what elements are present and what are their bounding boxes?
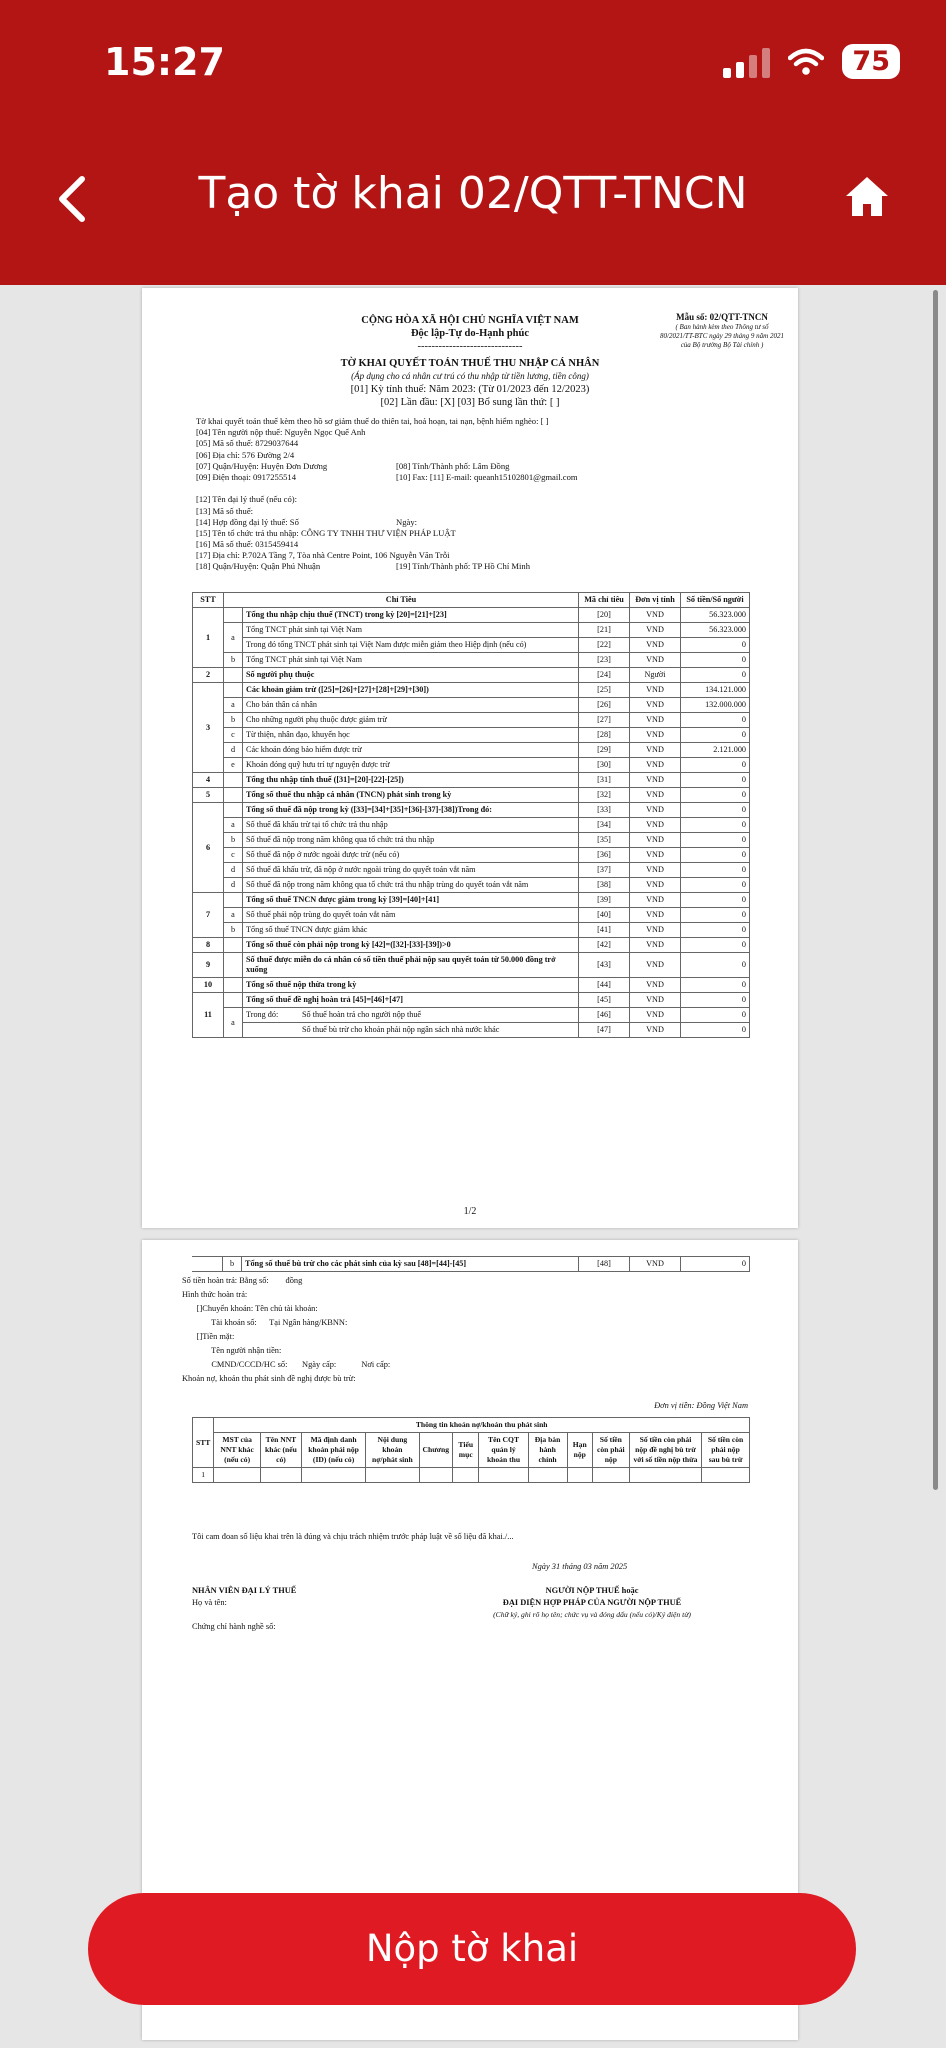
row-value: 0 <box>681 788 750 803</box>
row-code: [35] <box>579 833 630 848</box>
table-row <box>193 728 750 743</box>
row-code: [20] <box>579 608 630 623</box>
row-code: [42] <box>579 938 630 953</box>
tax-period: [01] Kỳ tính thuế: Năm 2023: (Từ 01/2023 đến 12/2023) <box>350 384 590 395</box>
row-value: 0 <box>681 993 750 1008</box>
row-sub: b <box>224 923 243 938</box>
col-chi-tieu: Chỉ Tiêu <box>224 593 579 608</box>
row-unit: VND <box>630 788 681 803</box>
form-note: ( Ban hành kèm theo Thông tư số 80/2021/TT-BTC ngày 29 tháng 9 năm 2021 của Bộ trưởng Bộ Tài chính ) <box>660 323 784 349</box>
row-sub <box>224 893 243 908</box>
row-label: Tổng số thuế TNCN được giảm trong kỳ [39]=[40]+[41] <box>243 893 579 908</box>
row-label: Tổng số thuế bù trừ cho các phát sinh của kỳ sau [48]=[44]-[45] <box>242 1257 579 1272</box>
form-page-1 <box>142 288 798 1228</box>
table-row <box>193 1023 750 1038</box>
row-sub <box>224 953 243 978</box>
signer-note: (Chữ ký, ghi rõ họ tên; chức vụ và đóng dấu (nếu có)/Ký điện tử) <box>493 1610 691 1619</box>
row-sub <box>224 993 243 1008</box>
row-value: 0 <box>681 893 750 908</box>
row-unit: VND <box>630 833 681 848</box>
row-label: Số thuế được miễn do cá nhân có số tiền thuế phải nộp sau quyết toán từ 50.000 đồng trở xuống <box>243 953 579 978</box>
info-line <box>196 494 549 505</box>
battery-indicator: 75 <box>842 44 900 79</box>
row-sub: b <box>223 1257 242 1272</box>
signer-title-1: NGƯỜI NỘP THUẾ hoặc <box>545 1586 639 1595</box>
debt-cell <box>214 1468 261 1483</box>
signal-icon <box>723 46 770 78</box>
page-number: 1/2 <box>463 1206 477 1217</box>
table-row <box>193 908 750 923</box>
row-unit: VND <box>630 773 681 788</box>
row-code: [45] <box>579 993 630 1008</box>
filing-type: [02] Lần đầu: [X] [03] Bổ sung lần thứ: [ ] <box>380 397 560 408</box>
row-sub <box>224 668 243 683</box>
row-label <box>243 1008 579 1023</box>
table-row <box>193 993 750 1008</box>
row-unit: VND <box>630 938 681 953</box>
info-label: [15] Tên tổ chức trả thu nhập: CÔNG TY TNHH THƯ VIỆN PHÁP LUẬT <box>196 527 456 538</box>
debt-col-header: Số tiền còn phải nộp <box>592 1433 629 1468</box>
row-code: [43] <box>579 953 630 978</box>
sign-date: Ngày 31 tháng 03 năm 2025 <box>532 1562 628 1571</box>
debt-col-header: Hạn nộp <box>567 1433 592 1468</box>
document-viewer[interactable] <box>0 285 946 2048</box>
row-sub <box>224 683 243 698</box>
tax-table-cont <box>192 1256 750 1272</box>
debt-cell <box>260 1468 301 1483</box>
row-code: [24] <box>579 668 630 683</box>
row-label: Số thuế đã khấu trừ tại tổ chức trả thu nhập <box>243 818 579 833</box>
row-label: Khoản đóng quỹ hưu trí tự nguyện được trừ <box>243 758 579 773</box>
row-unit: VND <box>630 683 681 698</box>
table-row <box>193 623 750 638</box>
row-code: [26] <box>579 698 630 713</box>
debt-cell <box>366 1468 419 1483</box>
table-row <box>193 668 750 683</box>
row-value: 0 <box>681 758 750 773</box>
refund-line: []Tiền mặt: <box>182 1332 235 1341</box>
table-row <box>193 788 750 803</box>
row-stt: 6 <box>193 803 224 893</box>
row-value: 0 <box>681 938 750 953</box>
row-code: [25] <box>579 683 630 698</box>
row-label: Tổng thu nhập tính thuế ([31]=[20]-[22]-[25]) <box>243 773 579 788</box>
table-row <box>193 743 750 758</box>
table-row <box>193 608 750 623</box>
row-sub <box>224 803 243 818</box>
info-label: [18] Quận/Huyện: Quận Phú Nhuận <box>196 561 321 572</box>
row-value: 0 <box>681 1257 750 1272</box>
info-line <box>196 539 549 550</box>
info-right: [19] Tỉnh/Thành phố: TP Hồ Chí Minh <box>396 561 530 572</box>
row-sub: d <box>224 743 243 758</box>
wifi-icon <box>788 48 824 76</box>
debt-col-header: Tên CQT quản lý khoản thu <box>479 1433 528 1468</box>
table-row <box>193 1008 750 1023</box>
row-unit: VND <box>630 803 681 818</box>
currency-unit: Đơn vị tiền: Đồng Việt Nam <box>654 1401 748 1410</box>
col-stt: STT <box>193 593 224 608</box>
debt-cell <box>592 1468 629 1483</box>
form-number: Mẫu số: 02/QTT-TNCN <box>676 312 768 322</box>
row-label: Tổng thu nhập chịu thuế (TNCT) trong kỳ [20]=[21]+[23] <box>243 608 579 623</box>
form-number-box <box>658 312 786 350</box>
refund-line: []Chuyển khoản: Tên chủ tài khoản: <box>182 1304 318 1313</box>
row-value: 132.000.000 <box>681 698 750 713</box>
row-unit: VND <box>630 818 681 833</box>
row-sub: b <box>224 833 243 848</box>
row-label: Tổng số thuế đề nghị hoàn trả [45]=[46]+[47] <box>243 993 579 1008</box>
row-unit: VND <box>630 908 681 923</box>
row-code: [36] <box>579 848 630 863</box>
debt-table-title: Thông tin khoản nợ/khoản thu phát sinh <box>214 1418 750 1433</box>
row-code: [44] <box>579 978 630 993</box>
row-code: [37] <box>579 863 630 878</box>
row-unit: VND <box>630 743 681 758</box>
debt-cell <box>702 1468 750 1483</box>
row-value: 0 <box>681 953 750 978</box>
info-label: [17] Địa chỉ: P.702A Tầng 7, Tòa nhà Centre Point, 106 Nguyễn Văn Trỗi <box>196 550 450 561</box>
row-value: 0 <box>681 668 750 683</box>
row-label: Số thuế đã nộp trong năm không qua tổ chức trả thu nhập trùng do quyết toán vắt năm <box>243 878 579 893</box>
status-time: 15:27 <box>104 40 225 84</box>
row-unit: VND <box>630 638 681 653</box>
debt-table <box>192 1417 750 1483</box>
row-sub: b <box>224 653 243 668</box>
debt-col-header: MST của NNT khác (nếu có) <box>214 1433 261 1468</box>
row-unit: VND <box>630 758 681 773</box>
info-label: [16] Mã số thuế: 0315459414 <box>196 539 299 550</box>
info-right: [08] Tỉnh/Thành phố: Lâm Đồng <box>396 460 510 471</box>
status-icons <box>723 44 900 79</box>
row-unit: VND <box>630 608 681 623</box>
info-label: [05] Mã số thuế: 8729037644 <box>196 438 299 449</box>
debt-col-header: Số tiền còn phải nộp sau bù trừ <box>702 1433 750 1468</box>
row-code: [32] <box>579 788 630 803</box>
refund-line: Tên người nhận tiền: <box>182 1346 282 1355</box>
divider-line: ------------------------------ <box>417 341 523 352</box>
row-sub: a <box>224 818 243 833</box>
row-stt: 4 <box>193 773 224 788</box>
agent-cert: Chứng chỉ hành nghề số: <box>192 1622 276 1631</box>
row-sub: e <box>224 758 243 773</box>
table-row <box>193 953 750 978</box>
row-unit: Người <box>630 668 681 683</box>
row-code: [22] <box>579 638 630 653</box>
row-stt: 2 <box>193 668 224 683</box>
info-line <box>196 427 549 438</box>
debt-col-header: Số tiền còn phải nộp đề nghị bù trừ với số tiền nộp thừa <box>629 1433 701 1468</box>
row-value: 0 <box>681 818 750 833</box>
agent-name: Họ và tên: <box>192 1598 227 1607</box>
taxpayer-info <box>196 416 578 573</box>
refund-line: Số tiền hoàn trả: Bằng số: đồng <box>182 1276 303 1285</box>
row-sub <box>224 788 243 803</box>
info-label: [14] Hợp đồng đại lý thuế: Số <box>196 516 299 527</box>
info-line <box>196 450 549 461</box>
table-row <box>193 638 750 653</box>
table-row <box>193 683 750 698</box>
row-code: [47] <box>579 1023 630 1038</box>
info-label: [09] Điện thoại: 0917255514 <box>196 471 297 482</box>
row-value: 0 <box>681 1008 750 1023</box>
row-sub: a <box>224 623 243 653</box>
row-code: [33] <box>579 803 630 818</box>
row-value: 0 <box>681 848 750 863</box>
trong-do-label: Trong đó: <box>246 1010 279 1019</box>
row-stt: 10 <box>193 978 224 993</box>
debt-cell <box>479 1468 528 1483</box>
debt-col-header: Mã định danh khoản phải nộp (ID) (nếu có) <box>302 1433 366 1468</box>
row-sub: a <box>224 1008 243 1038</box>
row-label: Số thuế đã nộp ở nước ngoài được trừ (nếu có) <box>243 848 579 863</box>
row-code: [23] <box>579 653 630 668</box>
home-icon[interactable] <box>844 174 890 220</box>
refund-info <box>182 1274 390 1386</box>
info-line <box>196 528 549 539</box>
row-unit: VND <box>630 878 681 893</box>
info-label: [06] Địa chỉ: 576 Đường 2/4 <box>196 449 295 460</box>
row-unit: VND <box>630 713 681 728</box>
info-line <box>196 416 549 427</box>
info-right: Ngày: <box>396 516 418 527</box>
debt-cell <box>629 1468 701 1483</box>
table-row <box>193 878 750 893</box>
row-code: [46] <box>579 1008 630 1023</box>
row-value: 0 <box>681 803 750 818</box>
row-stt: 9 <box>193 953 224 978</box>
row-value: 0 <box>681 728 750 743</box>
row-sub <box>224 773 243 788</box>
row-label: Số người phụ thuộc <box>243 668 579 683</box>
agent-title: NHÂN VIÊN ĐẠI LÝ THUẾ <box>192 1586 297 1595</box>
nation-line: CỘNG HÒA XÃ HỘI CHỦ NGHĨA VIỆT NAM <box>361 315 579 326</box>
row-value: 0 <box>681 923 750 938</box>
row-label: Các khoản giảm trừ ([25]=[26]+[27]+[28]+[29]+[30]) <box>243 683 579 698</box>
debt-cell <box>567 1468 592 1483</box>
row-sub: d <box>224 878 243 893</box>
row-unit: VND <box>630 1257 681 1272</box>
row-sub <box>224 938 243 953</box>
refund-line: Tài khoản số: Tại Ngân hàng/KBNN: <box>182 1318 348 1327</box>
table-row <box>193 848 750 863</box>
row-value: 0 <box>681 978 750 993</box>
table-row <box>193 938 750 953</box>
row-value: 0 <box>681 878 750 893</box>
row-code: [30] <box>579 758 630 773</box>
col-so: Số tiền/Số người <box>681 593 750 608</box>
table-row <box>193 923 750 938</box>
commitment-text: Tôi cam đoan số liệu khai trên là đúng và chịu trách nhiệm trước pháp luật về số liệu đã khai./... <box>192 1532 514 1541</box>
row-code: [21] <box>579 623 630 638</box>
row-stt: 7 <box>193 893 224 938</box>
debt-cell <box>302 1468 366 1483</box>
row-value: 0 <box>681 638 750 653</box>
row-value: 0 <box>681 908 750 923</box>
refund-line: CMND/CCCD/HC số: Ngày cấp: Nơi cấp: <box>182 1360 391 1369</box>
motto-line: Độc lập-Tự do-Hạnh phúc <box>410 328 530 339</box>
table-row <box>193 653 750 668</box>
scrollbar[interactable] <box>933 290 938 1490</box>
row-sub: a <box>224 908 243 923</box>
row-sub: c <box>224 848 243 863</box>
row-unit: VND <box>630 728 681 743</box>
info-line <box>196 483 549 494</box>
row-code: [34] <box>579 818 630 833</box>
info-label: [13] Mã số thuế: <box>196 505 254 516</box>
row-code: [48] <box>579 1257 630 1272</box>
row-stt: 1 <box>193 608 224 668</box>
row-label: Số thuế phải nộp trùng do quyết toán vắt năm <box>243 908 579 923</box>
row-sub <box>224 608 243 623</box>
page-title: Tạo tờ khai 02/QTT-TNCN <box>198 168 748 219</box>
row-value: 0 <box>681 653 750 668</box>
row-unit: VND <box>630 848 681 863</box>
debt-col-header: Địa bàn hành chính <box>528 1433 567 1468</box>
row-label: Từ thiện, nhân đạo, khuyến học <box>243 728 579 743</box>
row-stt: 3 <box>193 683 224 773</box>
row-code: [38] <box>579 878 630 893</box>
row-label: Tổng số thuế thu nhập cá nhân (TNCN) phát sinh trong kỳ <box>243 788 579 803</box>
form-subtitle: (Áp dụng cho cá nhân cư trú có thu nhập từ tiền lương, tiền công) <box>351 371 589 381</box>
row-stt: 5 <box>193 788 224 803</box>
debt-cell <box>453 1468 479 1483</box>
table-row <box>193 863 750 878</box>
row-code: [29] <box>579 743 630 758</box>
table-row <box>193 893 750 908</box>
row-label: Cho những người phụ thuộc được giảm trừ <box>243 713 579 728</box>
row-value: 0 <box>681 713 750 728</box>
info-label: [07] Quận/Huyện: Huyện Đơn Dương <box>196 460 328 471</box>
row-unit: VND <box>630 1023 681 1038</box>
info-label: [12] Tên đại lý thuế (nếu có): <box>196 494 298 505</box>
row-label-text: Số thuế hoàn trả cho người nộp thuế <box>302 1010 422 1019</box>
row-value: 0 <box>681 833 750 848</box>
debt-col-stt: STT <box>193 1418 214 1468</box>
debt-col-header: Tiểu mục <box>453 1433 479 1468</box>
info-line <box>196 471 578 483</box>
row-value: 134.121.000 <box>681 683 750 698</box>
row-unit: VND <box>630 978 681 993</box>
row-label: Tổng số thuế TNCN được giảm khác <box>243 923 579 938</box>
debt-cell <box>528 1468 567 1483</box>
table-row <box>193 978 750 993</box>
form-title: TỜ KHAI QUYẾT TOÁN THUẾ THU NHẬP CÁ NHÂN <box>340 358 600 369</box>
row-unit: VND <box>630 893 681 908</box>
signer-title-2: ĐẠI DIỆN HỢP PHÁP CỦA NGƯỜI NỘP THUẾ <box>502 1598 682 1607</box>
row-code: [39] <box>579 893 630 908</box>
row-label: Cho bản thân cá nhân <box>243 698 579 713</box>
info-line <box>196 561 549 572</box>
app-header <box>0 0 946 285</box>
table-row <box>193 818 750 833</box>
row-label-text: Số thuế bù trừ cho khoản phải nộp ngân sách nhà nước khác <box>302 1025 500 1034</box>
info-label: Tờ khai quyết toán thuế kèm theo hồ sơ giảm thuế do thiên tai, hoả hoạn, tai nạn, bệnh hiểm nghèo: [ ] <box>196 416 549 426</box>
row-unit: VND <box>630 993 681 1008</box>
row-sub <box>224 978 243 993</box>
row-label <box>243 1023 579 1038</box>
table-row <box>192 1257 750 1272</box>
row-unit: VND <box>630 863 681 878</box>
info-line <box>196 517 549 528</box>
row-sub: b <box>224 713 243 728</box>
row-unit: VND <box>630 653 681 668</box>
col-ma: Mã chỉ tiêu <box>579 593 630 608</box>
row-stt: 11 <box>193 993 224 1038</box>
row-label: Tổng số thuế nộp thừa trong kỳ <box>243 978 579 993</box>
table-row <box>193 758 750 773</box>
row-value: 0 <box>681 863 750 878</box>
info-label: [04] Tên người nộp thuế: Nguyễn Ngọc Quế Anh <box>196 427 366 438</box>
row-label: Trong đó tổng TNCT phát sinh tại Việt Nam được miễn giảm theo Hiệp định (nếu có) <box>243 638 579 653</box>
row-code: [40] <box>579 908 630 923</box>
row-value: 0 <box>681 773 750 788</box>
refund-line: Khoản nợ, khoản thu phát sinh đề nghị được bù trừ: <box>182 1374 356 1383</box>
row-value: 56.323.000 <box>681 608 750 623</box>
row-sub: c <box>224 728 243 743</box>
row-code: [28] <box>579 728 630 743</box>
row-label: Số thuế đã nộp trong năm không qua tổ chức trả thu nhập <box>243 833 579 848</box>
row-label: Tổng số thuế đã nộp trong kỳ ([33]=[34]+[35]+[36]-[37]-[38])Trong đó: <box>243 803 579 818</box>
table-row <box>193 833 750 848</box>
row-label: Tổng số thuế còn phải nộp trong kỳ [42]=([32]-[33]-[39])>0 <box>243 938 579 953</box>
row-label: Số thuế đã khấu trừ, đã nộp ở nước ngoài trùng do quyết toán vắt năm <box>243 863 579 878</box>
info-line <box>196 506 549 517</box>
row-code: [41] <box>579 923 630 938</box>
row-value: 56.323.000 <box>681 623 750 638</box>
debt-cell <box>419 1468 453 1483</box>
row-value: 0 <box>681 1023 750 1038</box>
tax-table <box>192 592 750 1038</box>
table-row <box>193 773 750 788</box>
row-unit: VND <box>630 698 681 713</box>
row-code: [31] <box>579 773 630 788</box>
debt-col-header: Chương <box>419 1433 453 1468</box>
row-code: [27] <box>579 713 630 728</box>
row-label: Tổng TNCT phát sinh tại Việt Nam <box>243 623 579 638</box>
row-unit: VND <box>630 1008 681 1023</box>
row-label: Tổng TNCT phát sinh tại Việt Nam <box>243 653 579 668</box>
row-stt: 8 <box>193 938 224 953</box>
table-row <box>193 713 750 728</box>
row-sub: d <box>224 863 243 878</box>
debt-col-header: Nội dung khoản nợ/phát sinh <box>366 1433 419 1468</box>
debt-col-header: Tên NNT khác (nếu có) <box>260 1433 301 1468</box>
row-unit: VND <box>630 953 681 978</box>
row-label: Các khoản đóng bảo hiểm được trừ <box>243 743 579 758</box>
info-line <box>196 550 549 561</box>
submit-button[interactable]: Nộp tờ khai <box>88 1893 856 2005</box>
row-value: 2.121.000 <box>681 743 750 758</box>
table-row <box>193 698 750 713</box>
col-dv: Đơn vị tính <box>630 593 681 608</box>
table-row <box>193 803 750 818</box>
row-unit: VND <box>630 923 681 938</box>
info-line <box>196 438 549 449</box>
row-sub: a <box>224 698 243 713</box>
info-right: [10] Fax: [11] E-mail: queanh15102801@gmail.com <box>396 471 578 482</box>
refund-line: Hình thức hoàn trả: <box>182 1290 248 1299</box>
debt-cell: 1 <box>193 1468 214 1483</box>
row-unit: VND <box>630 623 681 638</box>
info-line <box>196 461 549 472</box>
